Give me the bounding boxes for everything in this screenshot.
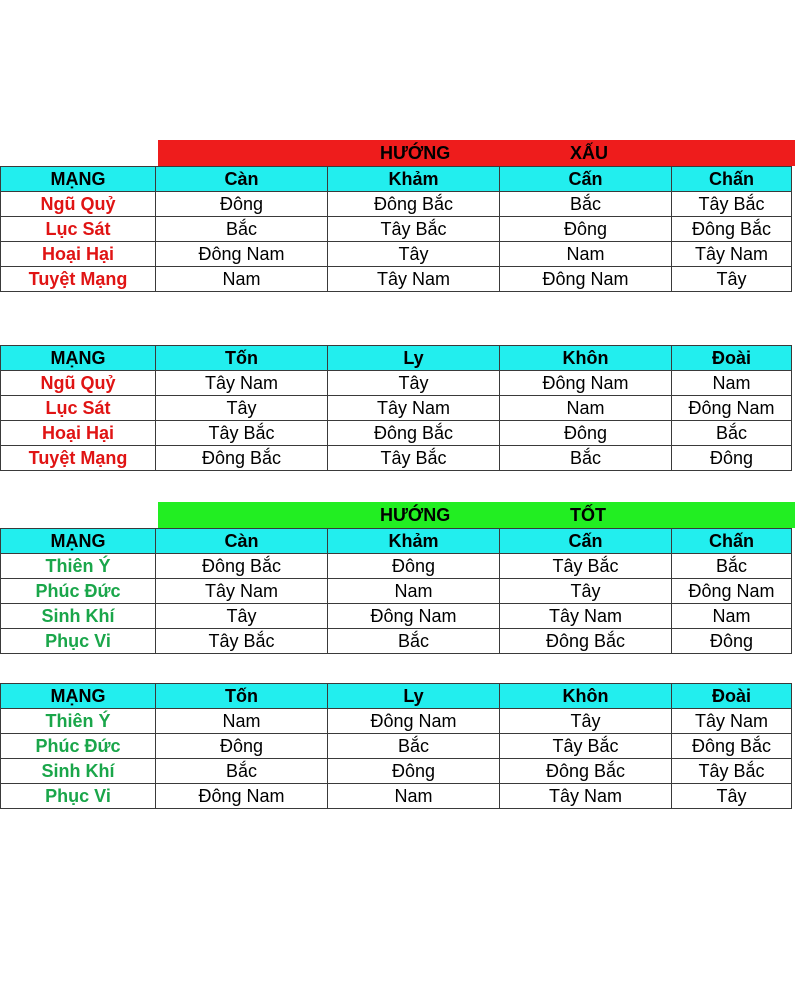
header-cell-trigram: Khảm xyxy=(328,529,500,554)
direction-cell: Tây xyxy=(328,242,500,267)
direction-cell: Tây xyxy=(328,371,500,396)
banner-word-huong: HƯỚNG xyxy=(380,142,451,163)
bad-table-2 xyxy=(0,345,792,471)
header-cell-trigram: Chấn xyxy=(672,529,792,554)
direction-cell: Tây Bắc xyxy=(500,734,672,759)
direction-cell: Đông Nam xyxy=(328,604,500,629)
good-directions-section-2 xyxy=(0,683,792,809)
header-cell-trigram: Khôn xyxy=(500,684,672,709)
direction-cell: Tây Nam xyxy=(672,709,792,734)
direction-cell: Tây xyxy=(156,604,328,629)
direction-cell: Bắc xyxy=(500,446,672,471)
direction-cell: Bắc xyxy=(328,629,500,654)
row-label: Tuyệt Mạng xyxy=(1,446,156,471)
header-cell-trigram: Đoài xyxy=(672,346,792,371)
row-label: Phúc Đức xyxy=(1,734,156,759)
row-label: Hoại Hại xyxy=(1,242,156,267)
bad-directions-section xyxy=(0,140,795,292)
direction-cell: Bắc xyxy=(500,192,672,217)
header-cell-mang: MẠNG xyxy=(1,346,156,371)
good-table-1 xyxy=(0,528,792,654)
banner-word-huong: HƯỚNG xyxy=(380,504,451,525)
header-cell-trigram: Chấn xyxy=(672,167,792,192)
direction-cell: Đông Bắc xyxy=(500,759,672,784)
header-cell-trigram: Ly xyxy=(328,346,500,371)
direction-cell: Nam xyxy=(500,242,672,267)
header-cell-trigram: Tốn xyxy=(156,346,328,371)
direction-cell: Nam xyxy=(156,709,328,734)
direction-cell: Nam xyxy=(672,604,792,629)
direction-cell: Đông Bắc xyxy=(672,734,792,759)
header-cell-trigram: Cấn xyxy=(500,167,672,192)
table-header-row xyxy=(1,346,792,371)
table-row xyxy=(1,267,792,292)
header-cell-mang: MẠNG xyxy=(1,529,156,554)
direction-cell: Tây Nam xyxy=(672,242,792,267)
direction-cell: Tây Nam xyxy=(500,784,672,809)
direction-cell: Tây xyxy=(156,396,328,421)
direction-cell: Tây xyxy=(672,784,792,809)
row-label: Lục Sát xyxy=(1,217,156,242)
direction-cell: Tây xyxy=(500,709,672,734)
table-header-row xyxy=(1,684,792,709)
direction-cell: Đông xyxy=(156,192,328,217)
direction-cell: Đông xyxy=(328,759,500,784)
row-label: Thiên Ý xyxy=(1,554,156,579)
direction-cell: Đông xyxy=(672,446,792,471)
direction-cell: Đông Bắc xyxy=(156,554,328,579)
header-cell-trigram: Càn xyxy=(156,529,328,554)
bad-table-1 xyxy=(0,166,792,292)
direction-cell: Tây Nam xyxy=(156,579,328,604)
direction-cell: Bắc xyxy=(672,421,792,446)
row-label: Phục Vi xyxy=(1,629,156,654)
direction-cell: Đông Bắc xyxy=(500,629,672,654)
table-row xyxy=(1,734,792,759)
direction-cell: Đông xyxy=(156,734,328,759)
direction-cell: Nam xyxy=(672,371,792,396)
banner-word-tot: TỐT xyxy=(570,504,606,525)
table-row xyxy=(1,396,792,421)
header-cell-mang: MẠNG xyxy=(1,167,156,192)
header-cell-trigram: Ly xyxy=(328,684,500,709)
direction-cell: Đông xyxy=(500,421,672,446)
banner-word-xau: XẤU xyxy=(570,142,609,163)
header-cell-trigram: Khảm xyxy=(328,167,500,192)
bad-directions-banner xyxy=(158,140,795,166)
direction-cell: Đông xyxy=(500,217,672,242)
direction-cell: Nam xyxy=(156,267,328,292)
good-table-2 xyxy=(0,683,792,809)
header-cell-trigram: Tốn xyxy=(156,684,328,709)
row-label: Ngũ Quỷ xyxy=(1,371,156,396)
row-label: Lục Sát xyxy=(1,396,156,421)
direction-cell: Đông xyxy=(328,554,500,579)
direction-cell: Nam xyxy=(500,396,672,421)
direction-cell: Bắc xyxy=(328,734,500,759)
direction-cell: Đông Nam xyxy=(328,709,500,734)
table-row xyxy=(1,217,792,242)
direction-cell: Bắc xyxy=(156,217,328,242)
direction-cell: Nam xyxy=(328,579,500,604)
direction-cell: Đông Nam xyxy=(500,267,672,292)
direction-cell: Đông Bắc xyxy=(156,446,328,471)
table-row xyxy=(1,421,792,446)
table-header-row xyxy=(1,529,792,554)
direction-cell: Tây Nam xyxy=(156,371,328,396)
direction-cell: Đông Bắc xyxy=(328,421,500,446)
direction-cell: Tây Nam xyxy=(328,396,500,421)
table-row xyxy=(1,784,792,809)
table-row xyxy=(1,629,792,654)
direction-cell: Đông Bắc xyxy=(672,217,792,242)
table-row xyxy=(1,554,792,579)
table-row xyxy=(1,759,792,784)
direction-cell: Tây xyxy=(500,579,672,604)
table-row xyxy=(1,579,792,604)
direction-cell: Tây Bắc xyxy=(328,446,500,471)
direction-cell: Tây Bắc xyxy=(672,192,792,217)
header-cell-trigram: Càn xyxy=(156,167,328,192)
row-label: Hoại Hại xyxy=(1,421,156,446)
table-row xyxy=(1,709,792,734)
table-row xyxy=(1,192,792,217)
header-cell-trigram: Đoài xyxy=(672,684,792,709)
direction-cell: Tây Nam xyxy=(328,267,500,292)
bad-directions-section-2 xyxy=(0,345,792,471)
header-cell-trigram: Cấn xyxy=(500,529,672,554)
row-label: Sinh Khí xyxy=(1,604,156,629)
direction-cell: Bắc xyxy=(672,554,792,579)
direction-cell: Đông Nam xyxy=(156,242,328,267)
table-row xyxy=(1,604,792,629)
direction-cell: Đông Bắc xyxy=(328,192,500,217)
direction-cell: Tây xyxy=(672,267,792,292)
row-label: Phục Vi xyxy=(1,784,156,809)
direction-cell: Nam xyxy=(328,784,500,809)
row-label: Phúc Đức xyxy=(1,579,156,604)
direction-cell: Tây Nam xyxy=(500,604,672,629)
direction-cell: Tây Bắc xyxy=(156,421,328,446)
direction-cell: Đông Nam xyxy=(500,371,672,396)
table-row xyxy=(1,371,792,396)
direction-cell: Tây Bắc xyxy=(156,629,328,654)
header-cell-mang: MẠNG xyxy=(1,684,156,709)
direction-cell: Đông xyxy=(672,629,792,654)
direction-cell: Tây Bắc xyxy=(500,554,672,579)
direction-cell: Đông Nam xyxy=(156,784,328,809)
row-label: Ngũ Quỷ xyxy=(1,192,156,217)
direction-cell: Đông Nam xyxy=(672,396,792,421)
good-directions-banner xyxy=(158,502,795,528)
row-label: Thiên Ý xyxy=(1,709,156,734)
table-header-row xyxy=(1,167,792,192)
row-label: Tuyệt Mạng xyxy=(1,267,156,292)
header-cell-trigram: Khôn xyxy=(500,346,672,371)
direction-cell: Đông Nam xyxy=(672,579,792,604)
direction-cell: Bắc xyxy=(156,759,328,784)
direction-cell: Tây Bắc xyxy=(672,759,792,784)
direction-cell: Tây Bắc xyxy=(328,217,500,242)
table-row xyxy=(1,446,792,471)
good-directions-section xyxy=(0,502,795,654)
table-row xyxy=(1,242,792,267)
row-label: Sinh Khí xyxy=(1,759,156,784)
